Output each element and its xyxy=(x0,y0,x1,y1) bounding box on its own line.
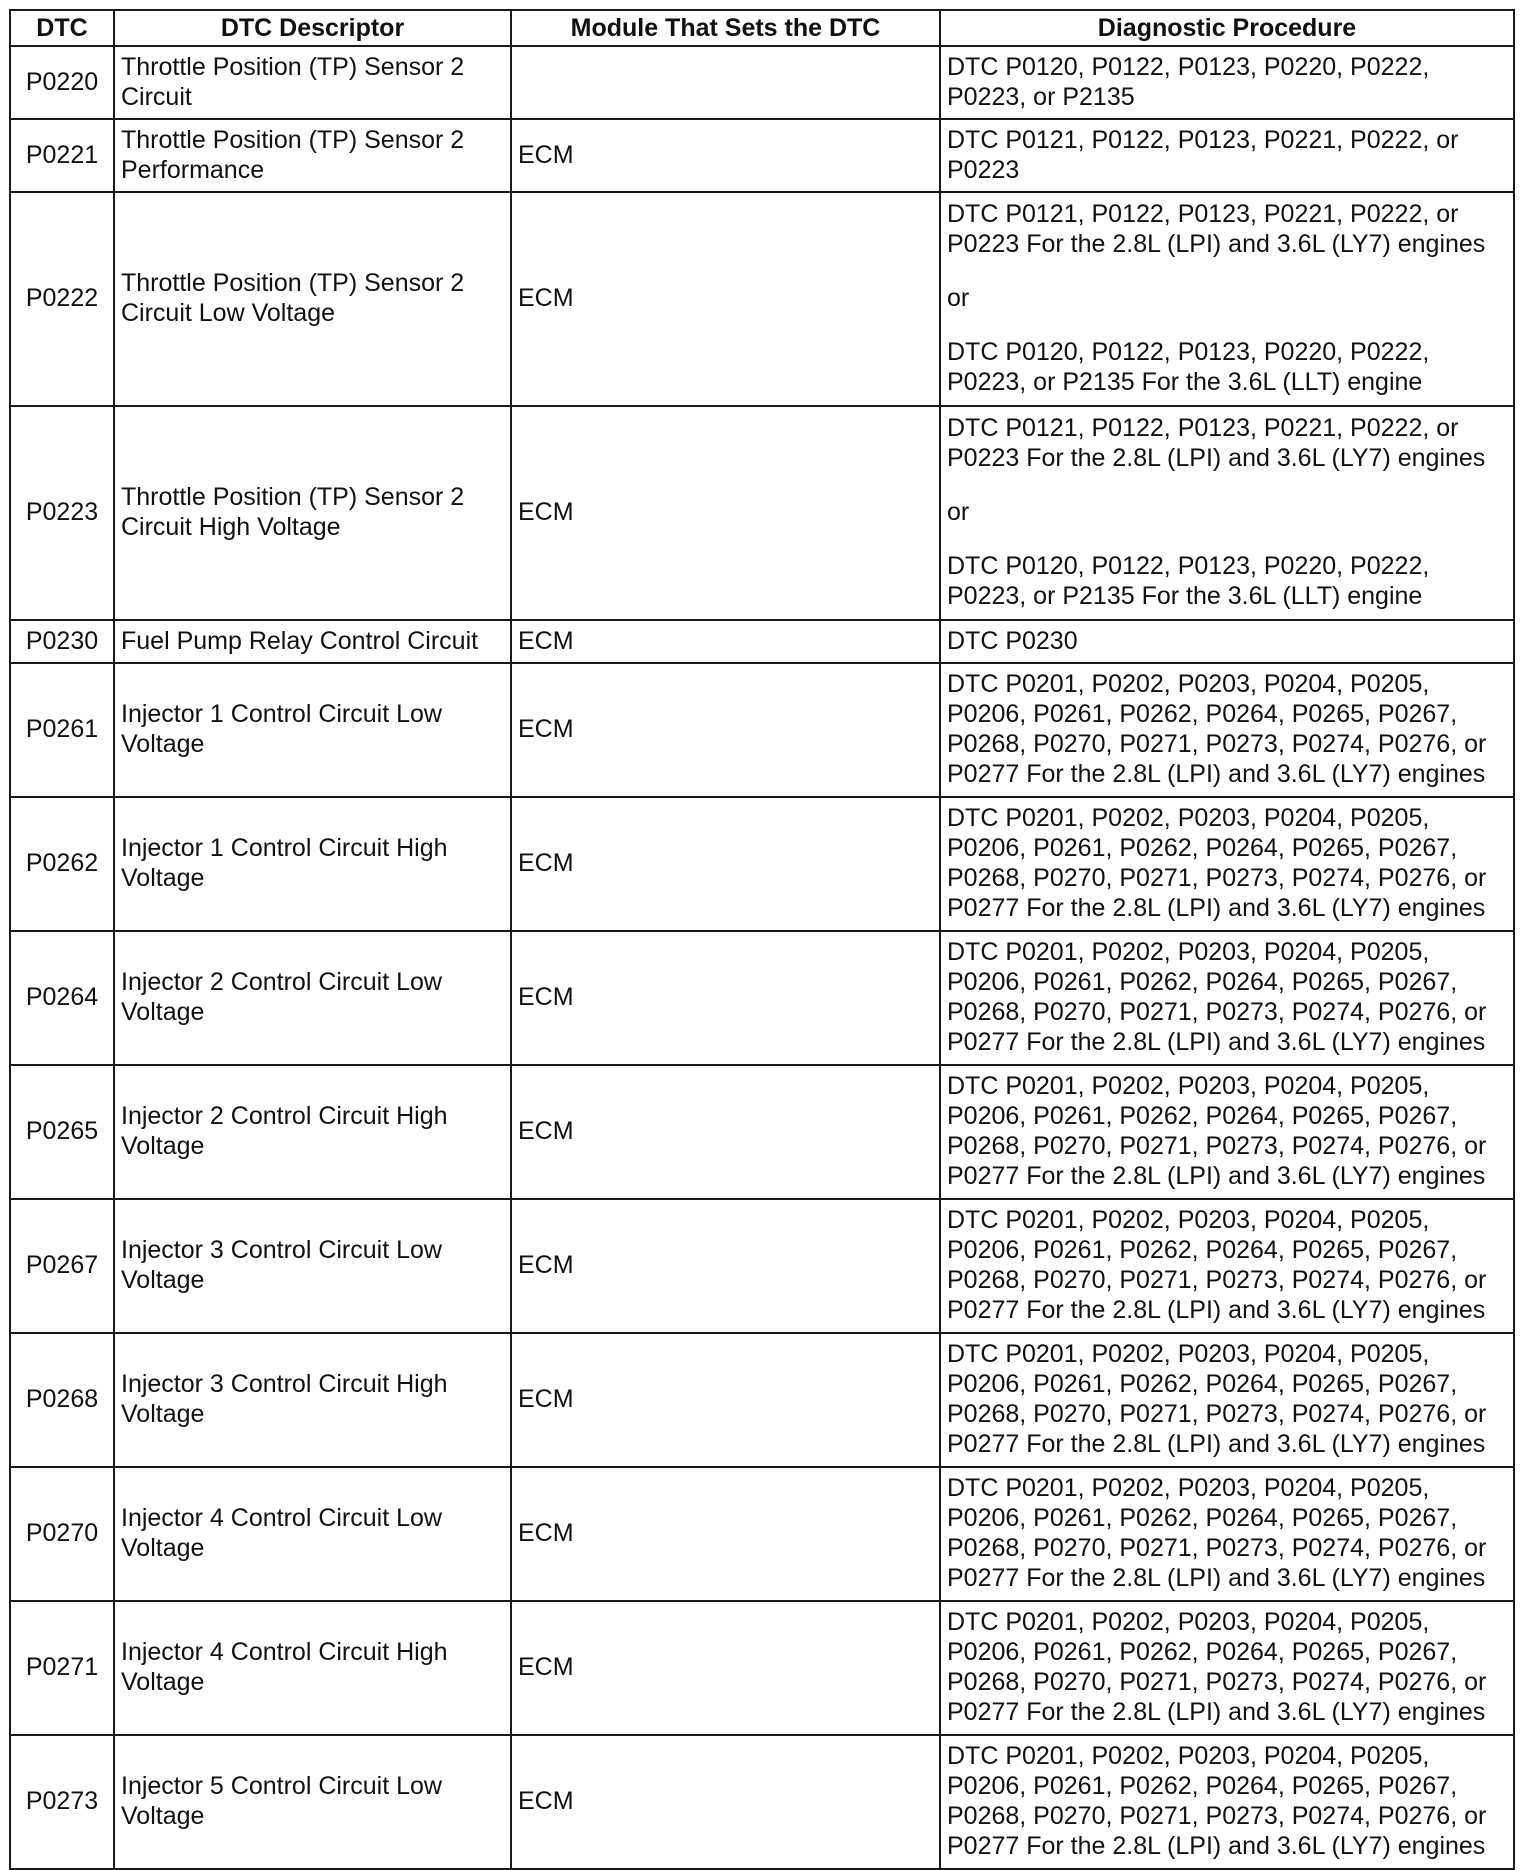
procedure-text: DTC P0201, P0202, P0203, P0204, P0205, P0206, P0261, P0262, P0264, P0265, P0267, P0268, P0270, P0271, P0273, P0274, P0276, or P0277 For the 2.8L (LPI) and 3.6L (LY7) engines xyxy=(947,1072,1487,1190)
dtc-code-cell: P0261 xyxy=(10,663,114,797)
header-procedure: Diagnostic Procedure xyxy=(940,10,1514,46)
procedure-cell xyxy=(940,192,1514,406)
table-row xyxy=(10,1199,1514,1333)
dtc-code-cell: P0221 xyxy=(10,119,114,192)
procedure-text: DTC P0201, P0202, P0203, P0204, P0205, P0206, P0261, P0262, P0264, P0265, P0267, P0268, P0270, P0271, P0273, P0274, P0276, or P0277 For the 2.8L (LPI) and 3.6L (LY7) engines xyxy=(947,804,1487,922)
procedure-text: DTC P0120, P0122, P0123, P0220, P0222, P0223, or P2135 For the 3.6L (LLT) engine xyxy=(947,552,1430,610)
descriptor-cell: Injector 2 Control Circuit Low Voltage xyxy=(114,931,511,1065)
procedure-text: DTC P0120, P0122, P0123, P0220, P0222, P0223, or P2135 For the 3.6L (LLT) engine xyxy=(947,338,1430,396)
table-row xyxy=(10,1065,1514,1199)
header-descriptor: DTC Descriptor xyxy=(114,10,511,46)
procedure-cell xyxy=(940,1735,1514,1869)
descriptor-cell: Injector 1 Control Circuit High Voltage xyxy=(114,797,511,931)
procedure-text: DTC P0121, P0122, P0123, P0221, P0222, or P0223 For the 2.8L (LPI) and 3.6L (LY7) engines xyxy=(947,414,1486,472)
dtc-code-cell: P0230 xyxy=(10,620,114,663)
procedure-cell xyxy=(940,931,1514,1065)
table-row xyxy=(10,931,1514,1065)
procedure-cell xyxy=(940,406,1514,620)
dtc-table xyxy=(9,9,1515,1870)
header-module: Module That Sets the DTC xyxy=(511,10,940,46)
dtc-code-cell: P0262 xyxy=(10,797,114,931)
descriptor-cell: Injector 1 Control Circuit Low Voltage xyxy=(114,663,511,797)
descriptor-cell: Injector 4 Control Circuit High Voltage xyxy=(114,1601,511,1735)
procedure-cell xyxy=(940,1601,1514,1735)
module-cell: ECM xyxy=(511,1467,940,1601)
procedure-cell xyxy=(940,1333,1514,1467)
table-row xyxy=(10,1333,1514,1467)
procedure-text: DTC P0120, P0122, P0123, P0220, P0222, P0223, or P2135 xyxy=(947,52,1430,111)
procedure-cell xyxy=(940,1199,1514,1333)
procedure-text: DTC P0201, P0202, P0203, P0204, P0205, P0206, P0261, P0262, P0264, P0265, P0267, P0268, P0270, P0271, P0273, P0274, P0276, or P0277 For the 2.8L (LPI) and 3.6L (LY7) engines xyxy=(947,1340,1487,1458)
procedure-text: DTC P0230 xyxy=(947,626,1078,655)
module-cell: ECM xyxy=(511,797,940,931)
module-cell xyxy=(511,46,940,119)
procedure-cell xyxy=(940,663,1514,797)
descriptor-cell: Injector 4 Control Circuit Low Voltage xyxy=(114,1467,511,1601)
module-cell: ECM xyxy=(511,1735,940,1869)
module-cell: ECM xyxy=(511,1199,940,1333)
descriptor-cell: Throttle Position (TP) Sensor 2 Circuit xyxy=(114,46,511,119)
dtc-code-cell: P0270 xyxy=(10,1467,114,1601)
table-body xyxy=(10,46,1514,1869)
procedure-cell xyxy=(940,620,1514,663)
table-row xyxy=(10,1467,1514,1601)
descriptor-cell: Throttle Position (TP) Sensor 2 Performance xyxy=(114,119,511,192)
module-cell: ECM xyxy=(511,931,940,1065)
table-row xyxy=(10,620,1514,663)
descriptor-cell: Throttle Position (TP) Sensor 2 Circuit High Voltage xyxy=(114,406,511,620)
procedure-text: DTC P0121, P0122, P0123, P0221, P0222, or P0223 For the 2.8L (LPI) and 3.6L (LY7) engines xyxy=(947,200,1486,258)
dtc-code-cell: P0222 xyxy=(10,192,114,406)
table-row xyxy=(10,406,1514,620)
procedure-text: DTC P0121, P0122, P0123, P0221, P0222, or P0223 xyxy=(947,125,1459,184)
module-cell: ECM xyxy=(511,1601,940,1735)
procedure-text: DTC P0201, P0202, P0203, P0204, P0205, P0206, P0261, P0262, P0264, P0265, P0267, P0268, P0270, P0271, P0273, P0274, P0276, or P0277 For the 2.8L (LPI) and 3.6L (LY7) engines xyxy=(947,1474,1487,1592)
table-row xyxy=(10,663,1514,797)
module-cell: ECM xyxy=(511,192,940,406)
dtc-code-cell: P0267 xyxy=(10,1199,114,1333)
table-header-row xyxy=(10,10,1514,46)
procedure-text: DTC P0201, P0202, P0203, P0204, P0205, P0206, P0261, P0262, P0264, P0265, P0267, P0268, P0270, P0271, P0273, P0274, P0276, or P0277 For the 2.8L (LPI) and 3.6L (LY7) engines xyxy=(947,1206,1487,1324)
procedure-text: DTC P0201, P0202, P0203, P0204, P0205, P0206, P0261, P0262, P0264, P0265, P0267, P0268, P0270, P0271, P0273, P0274, P0276, or P0277 For the 2.8L (LPI) and 3.6L (LY7) engines xyxy=(947,938,1487,1056)
procedure-cell xyxy=(940,1467,1514,1601)
table-row xyxy=(10,119,1514,192)
procedure-text: DTC P0201, P0202, P0203, P0204, P0205, P0206, P0261, P0262, P0264, P0265, P0267, P0268, P0270, P0271, P0273, P0274, P0276, or P0277 For the 2.8L (LPI) and 3.6L (LY7) engines xyxy=(947,1742,1487,1860)
table-row xyxy=(10,1601,1514,1735)
dtc-code-cell: P0264 xyxy=(10,931,114,1065)
procedure-or-text: or xyxy=(947,284,970,312)
descriptor-cell: Injector 3 Control Circuit High Voltage xyxy=(114,1333,511,1467)
dtc-code-cell: P0271 xyxy=(10,1601,114,1735)
procedure-cell xyxy=(940,1065,1514,1199)
descriptor-cell: Injector 5 Control Circuit Low Voltage xyxy=(114,1735,511,1869)
module-cell: ECM xyxy=(511,1333,940,1467)
dtc-code-cell: P0265 xyxy=(10,1065,114,1199)
table-row xyxy=(10,192,1514,406)
table-row xyxy=(10,797,1514,931)
table-row xyxy=(10,1735,1514,1869)
module-cell: ECM xyxy=(511,1065,940,1199)
dtc-code-cell: P0220 xyxy=(10,46,114,119)
descriptor-cell: Injector 2 Control Circuit High Voltage xyxy=(114,1065,511,1199)
module-cell: ECM xyxy=(511,406,940,620)
procedure-text: DTC P0201, P0202, P0203, P0204, P0205, P0206, P0261, P0262, P0264, P0265, P0267, P0268, P0270, P0271, P0273, P0274, P0276, or P0277 For the 2.8L (LPI) and 3.6L (LY7) engines xyxy=(947,670,1487,788)
descriptor-cell: Throttle Position (TP) Sensor 2 Circuit Low Voltage xyxy=(114,192,511,406)
procedure-cell xyxy=(940,797,1514,931)
procedure-cell xyxy=(940,46,1514,119)
descriptor-cell: Fuel Pump Relay Control Circuit xyxy=(114,620,511,663)
header-dtc: DTC xyxy=(10,10,114,46)
procedure-text: DTC P0201, P0202, P0203, P0204, P0205, P0206, P0261, P0262, P0264, P0265, P0267, P0268, P0270, P0271, P0273, P0274, P0276, or P0277 For the 2.8L (LPI) and 3.6L (LY7) engines xyxy=(947,1608,1487,1726)
descriptor-cell: Injector 3 Control Circuit Low Voltage xyxy=(114,1199,511,1333)
dtc-code-cell: P0223 xyxy=(10,406,114,620)
procedure-cell xyxy=(940,119,1514,192)
procedure-or-text: or xyxy=(947,498,970,526)
dtc-code-cell: P0273 xyxy=(10,1735,114,1869)
table-row xyxy=(10,46,1514,119)
module-cell: ECM xyxy=(511,663,940,797)
module-cell: ECM xyxy=(511,620,940,663)
dtc-code-cell: P0268 xyxy=(10,1333,114,1467)
module-cell: ECM xyxy=(511,119,940,192)
